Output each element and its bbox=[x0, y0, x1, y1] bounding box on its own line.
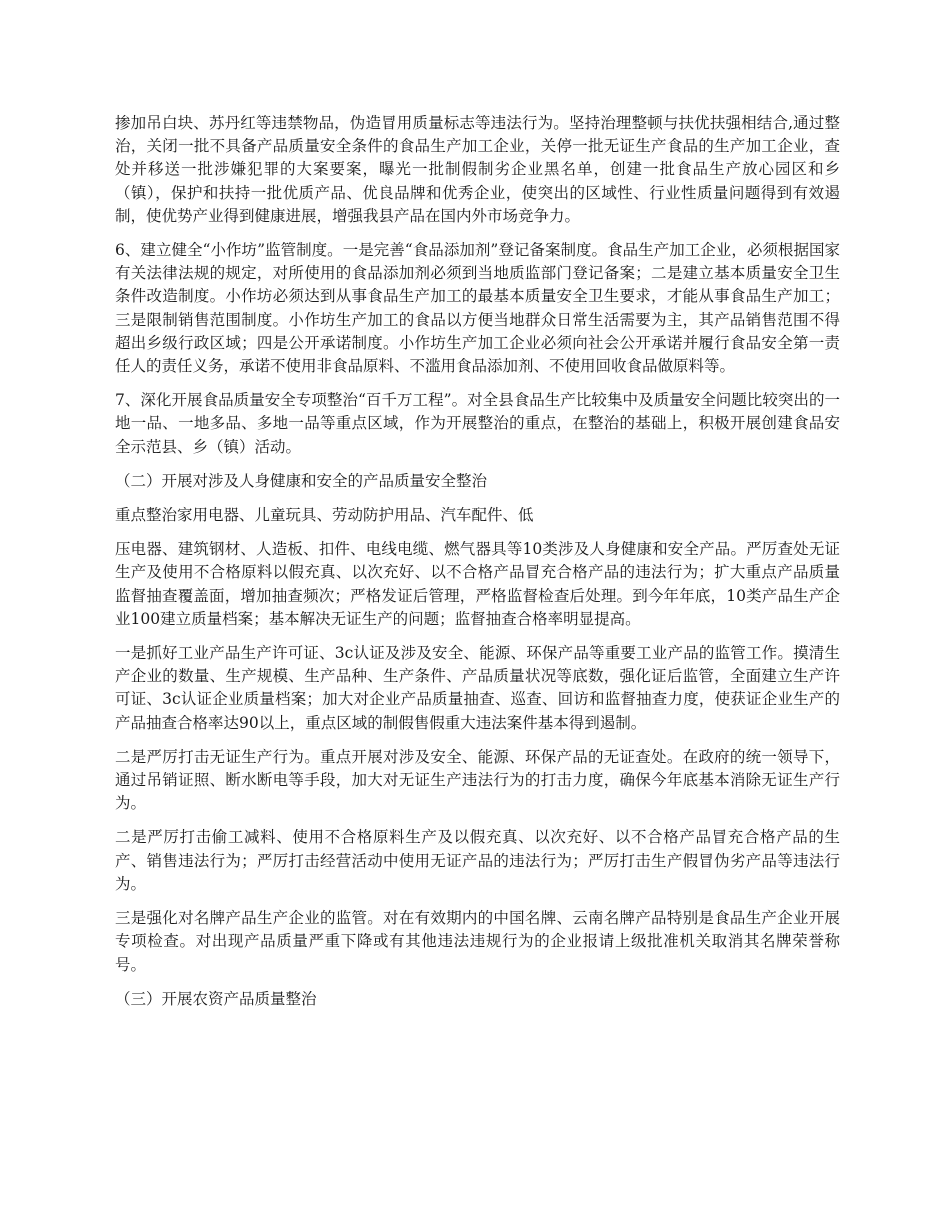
paragraph-6-small-workshop: 6、建立健全“小作坊”监管制度。一是完善“食品添加剂”登记备案制度。食品生产加工企业，必须根据国家有关法律法规的规定，对所使用的食品添加剂必须到当地质监部门登记备案；二是建立基本质量安全卫生条件改造制度。小作坊必须达到从事食品生产加工的最基本质量安全卫生要求，才能从事食品生产加工；三是限制销售范围制度。小作坊生产加工的食品以方便当地群众日常生活需要为主，其产品销售范围不得超出乡级行政区域；四是公开承诺制度。小作坊生产加工企业必须向社会公开承诺并履行食品安全第一责任人的责任义务，承诺不使用非食品原料、不滥用食品添加剂、不使用回收食品做原料等。 bbox=[115, 241, 840, 376]
paragraph-fraud-crackdown: 二是严厉打击偷工减料、使用不合格原料生产及以假充真、以次充好、以不合格产品冒充合格产品的生产、销售违法行为；严厉打击经营活动中使用无证产品的违法行为；严厉打击生产假冒伪劣产品等违法行为。 bbox=[115, 828, 840, 893]
paragraph-license-supervision: 一是抓好工业产品生产许可证、3c认证及涉及安全、能源、环保产品等重要工业产品的监管工作。摸清生产企业的数量、生产规模、生产品种、生产条件、产品质量状况等底数，强化证后监管，全面建立生产许可证、3c认证企业质量档案；加大对企业产品质量抽查、巡查、回访和监督抽查力度，使获证企业生产的产品抽查合格率达90以上，重点区域的制假售假重大违法案件基本得到遏制。 bbox=[115, 644, 840, 732]
paragraph-unlicensed-production: 二是严厉打击无证生产行为。重点开展对涉及安全、能源、环保产品的无证查处。在政府的统一领导下，通过吊销证照、断水断电等手段，加大对无证生产违法行为的打击力度，确保今年底基本消除无证生产行为。 bbox=[115, 747, 840, 813]
paragraph-low-voltage: 压电器、建筑钢材、人造板、扣件、电线电缆、燃气器具等10类涉及人身健康和安全产品。严厉查处无证生产及使用不合格原料以假充真、以次充好、以不合格产品冒充合格产品的违法行为；扩大重点产品质量监督抽查覆盖面，增加抽查频次；严格发证后管理，严格监督检查后处理。到今年年底，10类产品生产企业100建立质量档案；基本解决无证生产的问题；监督抽查合格率明显提高。 bbox=[115, 540, 840, 628]
paragraph-brand-supervision: 三是强化对名牌产品生产企业的监管。对在有效期内的中国名牌、云南名牌产品特别是食品生产企业开展专项检查。对出现产品质量严重下降或有其他违法违规行为的企业报请上级批准机关取消其名牌荣誉称号。 bbox=[115, 909, 840, 974]
section-heading-2: （二）开展对涉及人身健康和安全的产品质量安全整治 bbox=[115, 471, 488, 490]
document-body bbox=[115, 112, 840, 1022]
paragraph-1: 掺加吊白块、苏丹红等违禁物品，伪造冒用质量标志等违法行为。坚持治理整顿与扶优扶强相结合,通过整治，关闭一批不具备产品质量安全条件的食品生产加工企业，关停一批无证生产食品的生产加工企业，查处并移送一批涉嫌犯罪的大案要案，曝光一批制假制劣企业黑名单，创建一批食品生产放心园区和乡（镇），保护和扶持一批优质产品、优良品牌和优秀企业，使突出的区域性、行业性质量问题得到有效遏制，使优势产业得到健康进展，增强我县产品在国内外市场竞争力。 bbox=[115, 114, 840, 225]
section-heading-3: （三）开展农资产品质量整治 bbox=[115, 989, 317, 1008]
paragraph-7-special-rectification: 7、深化开展食品质量安全专项整治“百千万工程”。对全县食品生产比较集中及质量安全问题比较突出的一地一品、一地多品、多地一品等重点区域，作为开展整治的重点，在整治的基础上，积极开展创建食品安全示范县、乡（镇）活动。 bbox=[115, 391, 840, 456]
paragraph-key-products: 重点整治家用电器、儿童玩具、劳动防护用品、汽车配件、低 bbox=[115, 506, 534, 525]
